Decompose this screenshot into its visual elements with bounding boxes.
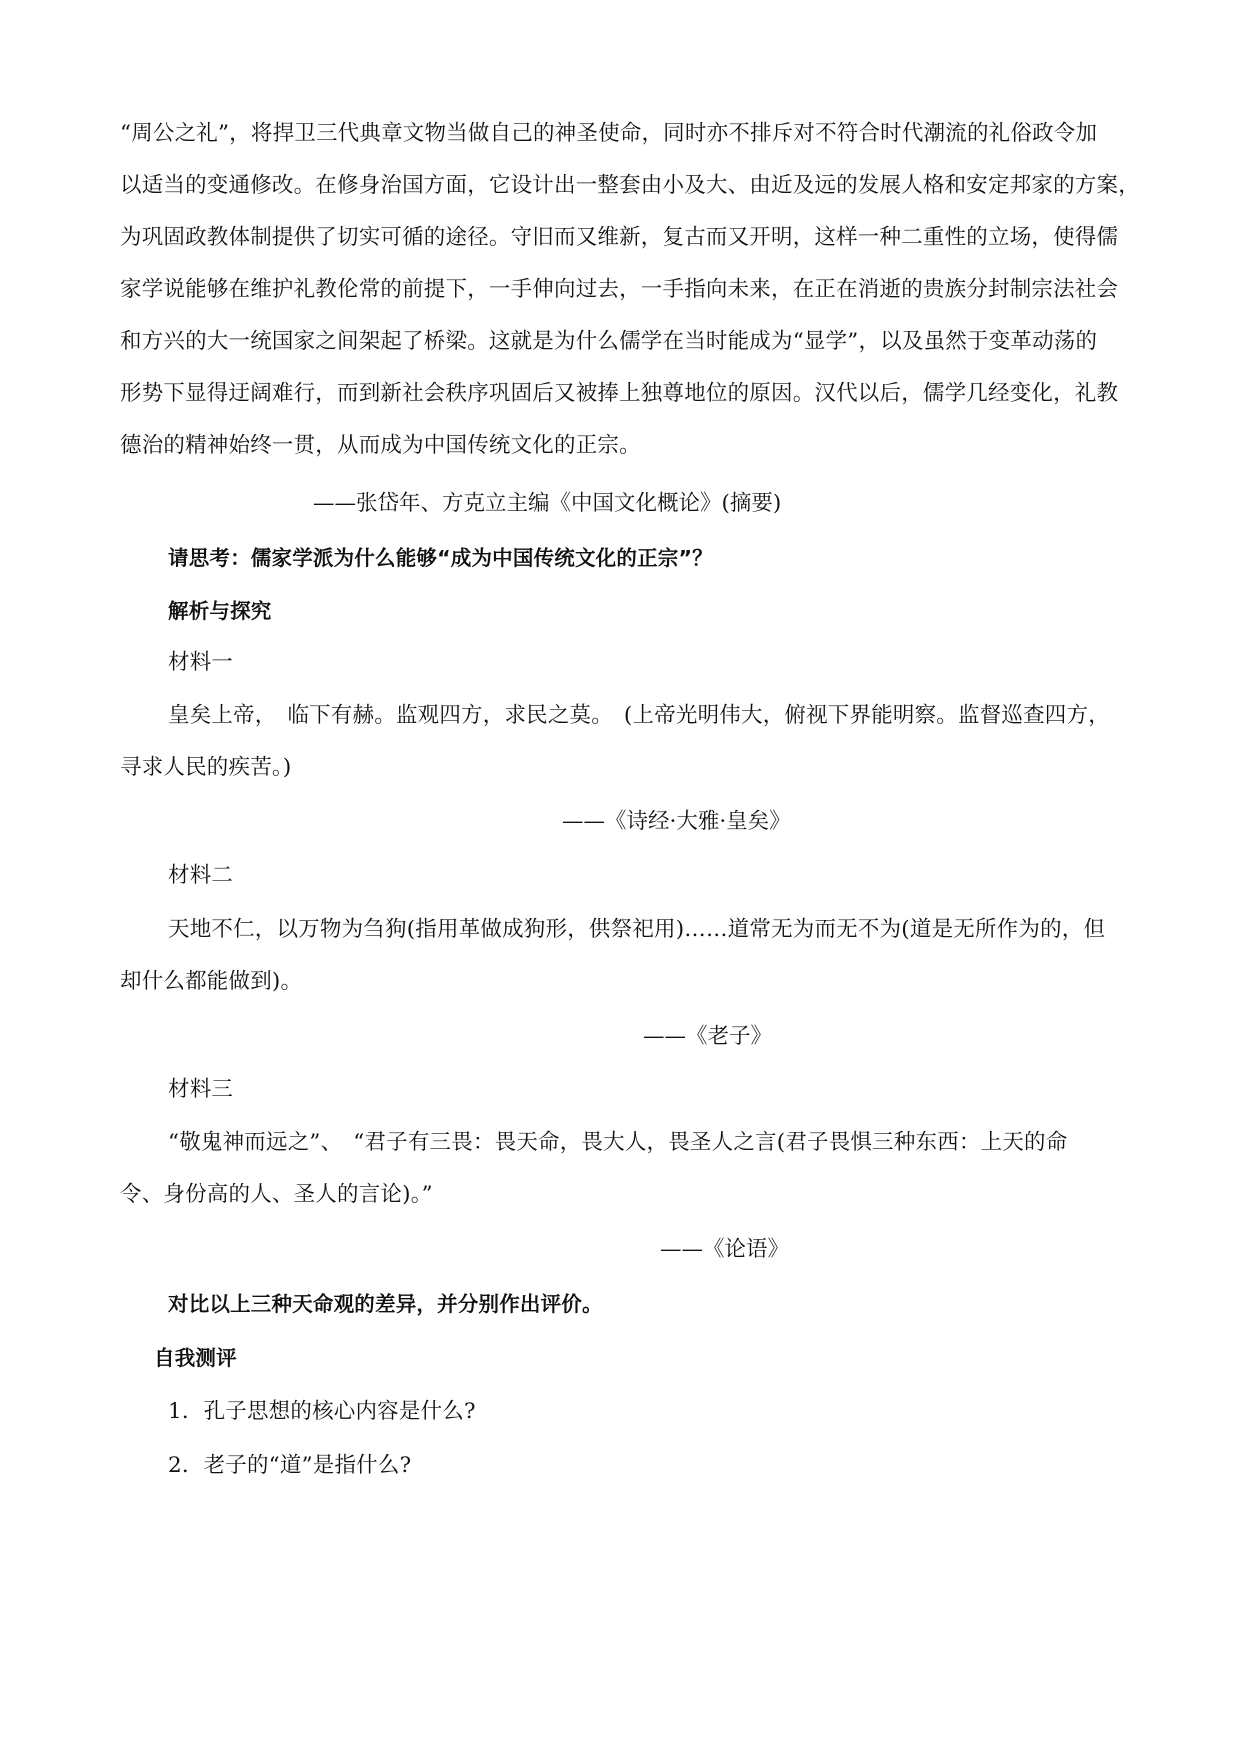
material-2-line-2: 却什么都能做到)。	[120, 969, 303, 994]
intro-line-1: “周公之礼”，将捍卫三代典章文物当做自己的神圣使命，同时亦不排斥对不符合时代潮流的礼俗政令加	[120, 121, 1098, 146]
intro-line-7: 德治的精神始终一贯，从而成为中国传统文化的正宗。	[120, 433, 641, 458]
material-3-line-1: “敬鬼神而远之”、 “君子有三畏：畏天命，畏大人，畏圣人之言(君子畏惧三种东西：上天的命	[168, 1130, 1068, 1155]
material-2-source: ——《老子》	[643, 1024, 773, 1049]
material-3-label: 材料三	[168, 1077, 234, 1102]
compare-task: 对比以上三种天命观的差异，并分别作出评价。	[168, 1292, 603, 1316]
analysis-heading: 解析与探究	[168, 599, 272, 623]
material-1-source: ——《诗经·大雅·皇矣》	[562, 809, 791, 834]
intro-line-2: 以适当的变通修改。在修身治国方面，它设计出一整套由小及大、由近及远的发展人格和安定邦家的方案，	[120, 173, 1140, 198]
self-test-item-1: 1．孔子思想的核心内容是什么?	[168, 1399, 476, 1424]
material-2-line-1: 天地不仁，以万物为刍狗(指用革做成狗形，供祭祀用)……道常无为而无不为(道是无所作为的，但	[168, 917, 1106, 942]
intro-line-3: 为巩固政教体制提供了切实可循的途径。守旧而又维新，复古而又开明，这样一种二重性的立场，使得儒	[120, 225, 1119, 250]
question-text: 请思考：儒家学派为什么能够“成为中国传统文化的正宗”？	[168, 546, 713, 570]
material-1-label: 材料一	[168, 650, 234, 675]
material-1-line-1: 皇矣上帝， 临下有赫。监观四方，求民之莫。 (上帝光明伟大，俯视下界能明察。监督巡查四方，	[168, 703, 1110, 728]
material-1-line-2: 寻求人民的疾苦。)	[120, 755, 292, 780]
intro-line-4: 家学说能够在维护礼教伦常的前提下，一手伸向过去，一手指向未来，在正在消逝的贵族分封制宗法社会	[120, 277, 1119, 302]
self-test-heading: 自我测评	[154, 1346, 237, 1370]
intro-source: ——张岱年、方克立主编《中国文化概论》(摘要)	[313, 491, 782, 516]
self-test-item-2: 2．老子的“道”是指什么?	[168, 1453, 412, 1478]
intro-line-6: 形势下显得迂阔难行，而到新社会秩序巩固后又被捧上独尊地位的原因。汉代以后，儒学几经变化，礼教	[120, 381, 1119, 406]
material-3-line-2: 令、身份高的人、圣人的言论)。”	[120, 1182, 433, 1207]
material-2-label: 材料二	[168, 863, 234, 888]
material-3-source: ——《论语》	[660, 1237, 790, 1262]
intro-line-5: 和方兴的大一统国家之间架起了桥梁。这就是为什么儒学在当时能成为“显学”，以及虽然于变革动荡的	[120, 329, 1098, 354]
